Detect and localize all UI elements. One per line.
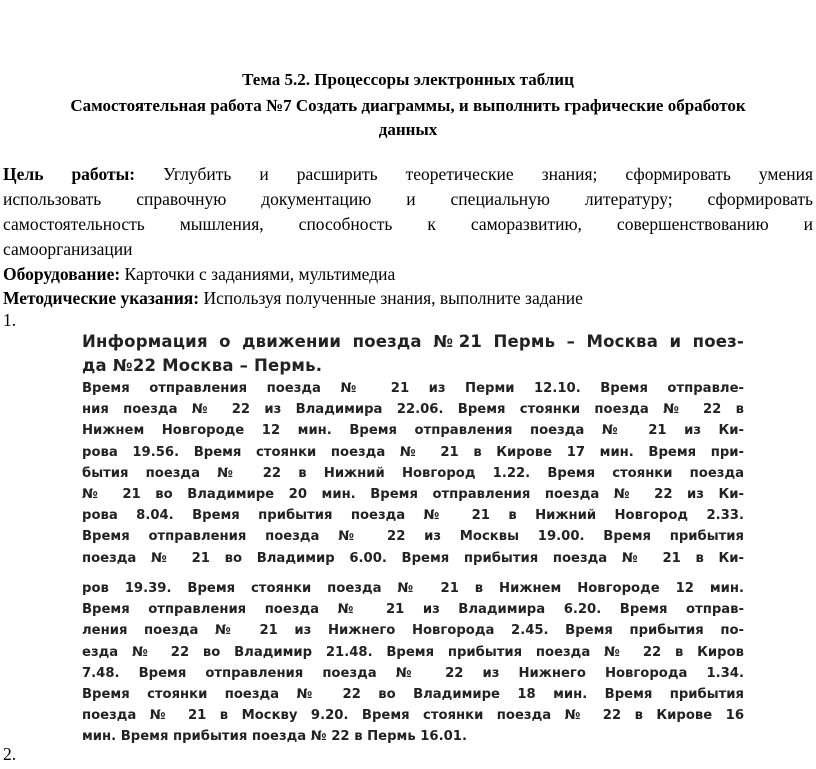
task-text-line: рова 8.04. Время прибытия поезда № 21 в Нижний Новгород 2.33.: [82, 508, 744, 524]
task-text-line: Время отправления поезда № 22 из Москвы 19.00. Время прибытия: [82, 529, 744, 545]
task-text-line: Время отправления поезда № 21 из Владимира 6.20. Время отправ-: [82, 602, 744, 618]
task-card-heading: [82, 330, 744, 378]
task-text-line: бытия поезда № 22 в Нижний Новгород 1.22. Время стоянки поезда: [82, 465, 744, 481]
method-text: Используя полученные знания, выполните задание: [199, 288, 583, 308]
work-title: Самостоятельная работа №7 Создать диаграммы, и выполнить графические обработок: [70, 96, 746, 115]
goal-text-line-2: использовать справочную документацию и специальную литературу; сформировать: [3, 189, 813, 209]
equipment-label: Оборудование:: [3, 264, 121, 284]
item-number-2: 2.: [3, 744, 17, 764]
goal-text-line-1: Углубить и расширить теоретические знания; сформировать умения: [163, 164, 813, 184]
task-text-line: Нижнем Новгороде 12 мин. Время отправления поезда № 21 из Ки-: [82, 423, 744, 439]
task-heading-line: Информация о движении поезда №21 Пермь – Москва и поез-: [82, 332, 744, 351]
task-text-line: ния поезда № 22 из Владимира 22.06. Время стоянки поезда № 22 в: [82, 402, 744, 418]
task-text-block-1: [82, 378, 744, 569]
task-text-line: езда № 22 во Владимир 21.48. Время прибытия поезда № 22 в Киров: [82, 644, 744, 660]
equipment-text: Карточки с заданиями, мультимедиа: [120, 264, 396, 284]
task-text-line: рова 19.56. Время стоянки поезда № 21 в Кирове 17 мин. Время при-: [82, 444, 744, 460]
item-number-1: 1.: [3, 310, 17, 330]
goal-text-line-4: самоорганизации: [3, 239, 133, 259]
work-title-continuation: данных: [378, 120, 438, 139]
goal-text-line-3: самостоятельность мышления, способность к саморазвитию, совершенствованию и: [3, 214, 813, 234]
task-text-line: Время стоянки поезда № 22 во Владимире 18 мин. Время прибытия: [82, 687, 744, 703]
equipment-paragraph: [3, 262, 813, 287]
task-text-line: Время отправления поезда № 21 из Перми 12.10. Время отправле-: [82, 381, 744, 396]
task-text-line: ления поезда № 21 из Нижнего Новгорода 2.45. Время прибытия по-: [82, 623, 744, 639]
task-text-line: № 21 во Владимире 20 мин. Время отправления поезда № 22 из Ки-: [82, 487, 744, 503]
topic-title: Тема 5.2. Процессоры электронных таблиц: [242, 70, 574, 89]
task-heading-line: да №22 Москва – Пермь.: [82, 356, 323, 375]
goal-paragraph-line-1: [3, 162, 813, 187]
goal-label: Цель работы:: [3, 164, 136, 184]
task-text-line: ров 19.39. Время стоянки поезда № 21 в Нижнем Новгороде 12 мин.: [82, 581, 744, 596]
task-text-block-2: [82, 578, 744, 748]
task-text-line: поезда № 21 в Москву 9.20. Время стоянки поезда № 22 в Кирове 16: [82, 708, 744, 724]
task-text-line: мин. Время прибытия поезда № 22 в Пермь 16.01.: [82, 729, 467, 745]
task-text-line: 7.48. Время отправления поезда № 22 из Нижнего Новгорода 1.34.: [82, 665, 744, 681]
task-text-line: поезда № 21 во Владимир 6.00. Время прибытия поезда № 21 в Ки-: [82, 550, 744, 566]
method-label: Методические указания:: [3, 288, 200, 308]
